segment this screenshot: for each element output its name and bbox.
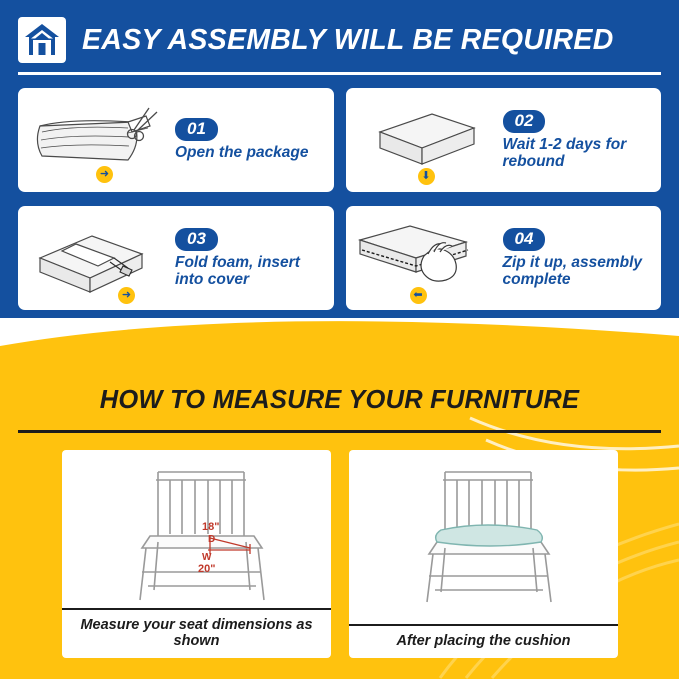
step-card-02 (346, 88, 662, 192)
assembly-header (18, 14, 661, 66)
step-text-01 (173, 118, 334, 161)
measure-caption-2: After placing the cushion (349, 624, 618, 658)
step-label-04: Zip it up, assembly complete (502, 253, 643, 288)
svg-text:20": 20" (198, 563, 216, 575)
measure-caption-1: Measure your seat dimensions as shown (62, 608, 331, 658)
header-divider (18, 72, 661, 75)
step-card-03 (18, 206, 334, 310)
house-logo-icon (18, 17, 66, 63)
arrow-right-icon: ➜ (118, 287, 135, 304)
measure-title: HOW TO MEASURE YOUR FURNITURE (99, 386, 580, 414)
measure-card-dimensions (62, 450, 331, 658)
measure-divider (18, 430, 661, 433)
fold-foam-into-cover-icon (18, 206, 173, 310)
measure-cards (62, 450, 618, 658)
svg-text:D: D (208, 534, 216, 545)
step-text-04 (501, 228, 662, 289)
step-number-04: 04 (503, 228, 546, 251)
step-text-02 (501, 110, 662, 171)
arrow-down-icon: ⬇ (418, 168, 435, 185)
step-label-03: Fold foam, insert into cover (175, 253, 300, 288)
svg-text:W: W (202, 552, 212, 563)
svg-text:18": 18" (202, 521, 220, 533)
step-card-01 (18, 88, 334, 192)
step-label-01: Open the package (175, 144, 309, 162)
chair-with-measurements-icon (62, 450, 331, 608)
assembly-section (0, 0, 679, 330)
step-label-02: Wait 1-2 days for rebound (502, 135, 627, 170)
assembly-steps (18, 88, 661, 310)
step-text-03 (173, 228, 334, 289)
measure-card-cushion (349, 450, 618, 658)
step-number-02: 02 (503, 110, 546, 133)
step-number-01: 01 (175, 118, 218, 141)
assembly-title: EASY ASSEMBLY WILL BE REQUIRED (82, 23, 614, 56)
arrow-right-icon: ➜ (96, 166, 113, 183)
measure-section (0, 318, 679, 679)
arrow-left-icon: ⬅ (410, 287, 427, 304)
step-number-03: 03 (175, 228, 218, 251)
chair-with-cushion-icon (349, 450, 618, 624)
step-card-04 (346, 206, 662, 310)
